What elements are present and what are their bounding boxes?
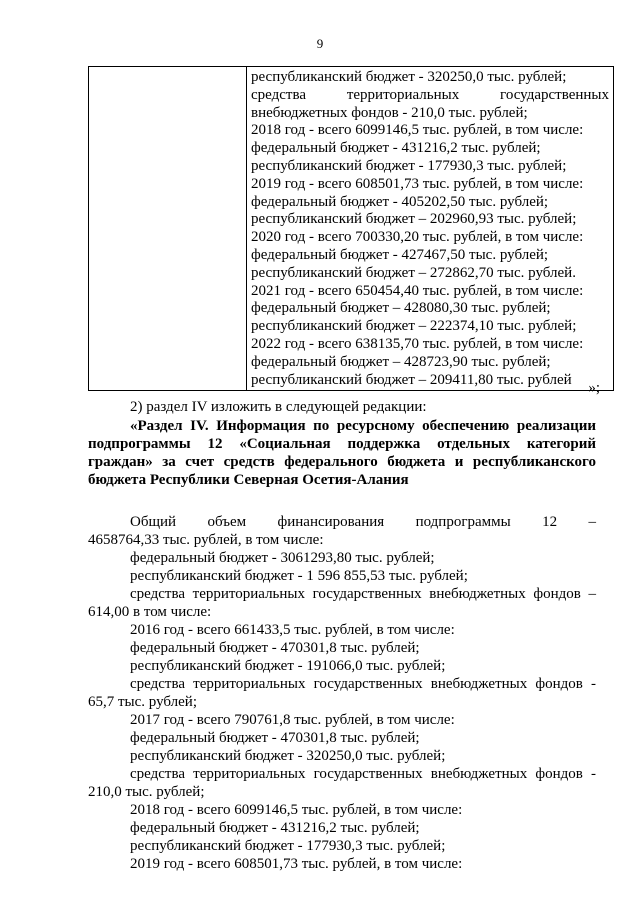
body-line: федеральный бюджет - 3061293,80 тыс. рублей; <box>130 550 435 566</box>
body-line: 614,00 в том числе: <box>88 604 212 620</box>
table-line: республиканский бюджет - 320250,0 тыс. рублей; <box>251 69 567 85</box>
table-line: 2021 год - всего 650454,40 тыс. рублей, в том числе: <box>251 282 584 299</box>
financing-table <box>88 66 614 391</box>
body-line: республиканский бюджет - 177930,3 тыс. рублей; <box>130 838 446 854</box>
table-line: республиканский бюджет - 177930,3 тыс. рублей; <box>251 157 567 174</box>
body-line: 2019 год - всего 608501,73 тыс. рублей, в том числе: <box>130 856 463 872</box>
body-line: 2017 год - всего 790761,8 тыс. рублей, в том числе: <box>130 712 455 728</box>
table-line: средства территориальных государственных <box>251 86 609 103</box>
table-line: федеральный бюджет – 428723,90 тыс. рублей; <box>251 353 551 370</box>
body-line: федеральный бюджет - 470301,8 тыс. рублей; <box>130 640 420 656</box>
table-line: 2020 год - всего 700330,20 тыс. рублей, в том числе: <box>251 229 584 246</box>
closing-quote: »; <box>588 380 600 396</box>
document-body <box>88 398 596 873</box>
section-heading-line: граждан» за счет средств федерального бюджета и республиканского <box>88 454 596 470</box>
table-line: федеральный бюджет - 427467,50 тыс. рублей; <box>251 246 549 263</box>
table-line: республиканский бюджет – 202960,93 тыс. рублей; <box>251 211 577 228</box>
body-line: средства территориальных государственных внебюджетных фондов - <box>130 676 596 692</box>
table-line: 2019 год - всего 608501,73 тыс. рублей, в том числе: <box>251 175 584 192</box>
table-line: республиканский бюджет – 272862,70 тыс. рублей. <box>251 264 576 281</box>
intro-paragraph: 2) раздел IV изложить в следующей редакции: <box>130 399 427 415</box>
table-line: внебюджетных фондов - 210,0 тыс. рублей; <box>251 104 528 121</box>
table-line: федеральный бюджет - 405202,50 тыс. рублей; <box>251 193 549 210</box>
table-row <box>89 67 614 391</box>
body-line: 210,0 тыс. рублей; <box>88 784 205 800</box>
body-line: 4658764,33 тыс. рублей, в том числе: <box>88 532 324 548</box>
table-line: федеральный бюджет - 431216,2 тыс. рублей; <box>251 140 541 157</box>
table-financing-cell <box>247 67 614 391</box>
section-heading-line: «Раздел IV. Информация по ресурсному обеспечению реализации <box>130 418 596 434</box>
body-line: федеральный бюджет - 431216,2 тыс. рублей; <box>130 820 420 836</box>
table-line: федеральный бюджет – 428080,30 тыс. рублей; <box>251 300 551 317</box>
body-line: федеральный бюджет - 470301,8 тыс. рублей; <box>130 730 420 746</box>
body-line: 2016 год - всего 661433,5 тыс. рублей, в том числе: <box>130 622 455 638</box>
body-line: 65,7 тыс. рублей; <box>88 694 197 710</box>
table-line: 2022 год - всего 638135,70 тыс. рублей, в том числе: <box>251 335 584 352</box>
body-line: средства территориальных государственных внебюджетных фондов - <box>130 766 596 782</box>
body-line: Общий объем финансирования подпрограммы 12 – <box>130 514 596 530</box>
body-line: республиканский бюджет - 320250,0 тыс. рублей; <box>130 748 446 764</box>
table-line: 2018 год - всего 6099146,5 тыс. рублей, в том числе: <box>251 122 584 139</box>
body-line: 2018 год - всего 6099146,5 тыс. рублей, в том числе: <box>130 802 463 818</box>
table-empty-cell <box>89 67 247 391</box>
section-heading-line: подпрограммы 12 «Социальная поддержка отдельных категорий <box>88 436 596 452</box>
table-line: республиканский бюджет – 222374,10 тыс. рублей; <box>251 318 577 335</box>
page-number: 9 <box>316 36 324 51</box>
body-line: средства территориальных государственных внебюджетных фондов – <box>130 586 596 602</box>
table-line: республиканский бюджет – 209411,80 тыс. рублей <box>251 371 572 388</box>
section-heading-line: бюджета Республики Северная Осетия-Алания <box>88 472 409 488</box>
body-line: республиканский бюджет - 1 596 855,53 тыс. рублей; <box>130 568 468 584</box>
body-line: республиканский бюджет - 191066,0 тыс. рублей; <box>130 658 446 674</box>
